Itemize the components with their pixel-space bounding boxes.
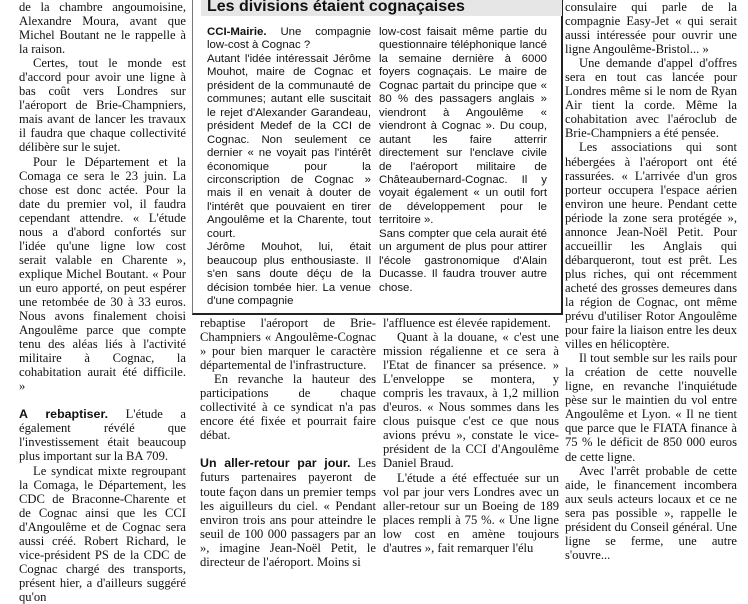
- sidebar-title: Les divisions étaient cognaçaises: [201, 0, 562, 16]
- sidebar-column-1: [207, 26, 371, 309]
- sidebar-column-2: [379, 26, 547, 295]
- subsection-paragraph: [200, 456, 376, 568]
- paragraph: L'étude a été effectuée sur un vol par jour vers Londres avec un aller-retour sur un Boeing de 189 places rempli à 75 %. « Une ligne low cost en amène toujours d'autres », fait remarquer l'élu: [383, 470, 559, 555]
- subsection-paragraph: [19, 407, 186, 463]
- paragraph: Le syndicat mixte regroupant la Comaga, le Département, les CDC de Braconne-Charente et de Cognac ainsi que les CCI d'Angoulême et de Cognac sera aussi créé. Robert Richard, le vice-président PS de la CDC de Cognac chargé des transports, présent hier, a d'ailleurs suggéré qu'on: [19, 463, 186, 604]
- sidebar-box: [192, 0, 563, 315]
- paragraph: Il tout semble sur les rails pour la création de cette nouvelle ligne, en revanche l'inquiétude pèse sur le maintien du vol entre Angoulême et Lyon. « Il ne tient que parce que le FIATA finance à 75 % le déficit de 850 000 euros de cette ligne.: [565, 351, 737, 464]
- paragraph-text: L'étude a également révélé que l'investissement était beaucoup plus important sur la BA 709.: [19, 407, 186, 464]
- paragraph: Avec l'arrêt probable de cette aide, le financement incombera aux seuls acteurs locaux et ce ne sera pas possible », rappelle le président du Conseil général. Une ligne se ferme, une autre s'ouvre...: [565, 463, 737, 562]
- sidebar-paragraph: low-cost faisait même partie du questionnaire téléphonique lancé la semaine dernière à 6000 foyers cognaçais. Le maire de Cognac partait du principe que « 80 % des passagers anglais » viendront à Angoulême « viendront à Cognac ». Du coup, autant les faire atterrir directement sur l'enclave civile de l'aéroport militaire de Châteaubernard-Cognac. Il y voyait également « un outil fort de développement pour le territoire ».: [379, 26, 547, 227]
- article-column-3: [383, 316, 559, 555]
- subheading: CCI-Mairie.: [207, 26, 267, 38]
- subheading: Un aller-retour par jour.: [200, 456, 351, 471]
- paragraph: l'affluence est élevée rapidement.: [383, 316, 551, 330]
- paragraph: consulaire qui parle de la compagnie Easy-Jet « qui serait aussi intéressée pour ouvrir une ligne Angoulême-Bristol... »: [565, 0, 737, 57]
- subheading: A rebaptiser.: [19, 407, 109, 422]
- article-column-4: [565, 0, 737, 562]
- article-column-2: [200, 316, 376, 569]
- article-column-1: [19, 0, 186, 604]
- paragraph: de la chambre angoumoisine, Alexandre Moura, avant que Michel Boutant ne le rappelle à la raison.: [19, 0, 186, 57]
- sidebar-paragraph: Sans compter que cela aurait été un argument de plus pour attirer l'école gastronomique d'Alain Ducasse. Il faudra trouver autre chose.: [379, 227, 547, 294]
- paragraph: rebaptise l'aéroport de Brie-Champniers « Angoulême-Cognac » pour bien marquer le caractère départemental de l'infrastructure.: [200, 316, 376, 373]
- paragraph: Pour le Département et la Comaga ce sera le 23 juin. La chose est donc actée. Pour la date du premier vol, il faudra cependant attendre. « L'étude nous a d'abord confortés sur l'idée qu'une ligne low cost serait valable en Charente », explique Michel Boutant. « Pour un euro apporté, on peut espérer une retombée de 30 à 33 euros. Nous avons finalement choisi Angoulême parce que compte tenu des aléas liés à l'activité militaire à Cognac, la cohabitation aurait été difficile. »: [19, 154, 186, 394]
- sidebar-paragraph: Autant l'idée intéressait Jérôme Mouhot, maire de Cognac et président de la communauté de communes; autant elle suscitait le rejet d'Alexander Garandeau, président Medef de la CCI de Cognac. Non seulement ce dernier « ne voyait pas l'intérêt économique pour la circonscription de Cognac » mais il en venait à douter de l'intérêt que pouvaient en tirer Angoulême et la Charente, tout court.: [207, 52, 371, 240]
- paragraph: Une demande d'appel d'offres sera en tout cas lancée pour Londres même si le nom de Ryan Air tient la corde. Même la cohabitation avec l'aéroclub de Brie-Champniers a été pensée.: [565, 56, 737, 141]
- sidebar-paragraph: [207, 26, 371, 53]
- paragraph: Certes, tout le monde est d'accord pour avoir une ligne à bas coût vers Londres sur l'aéroport de Brie-Champniers, mais avant de lancer les travaux il faudra que chaque collectivité délibère sur le sujet.: [19, 56, 186, 155]
- paragraph-text: Les futurs partenaires payeront de toute façon dans un premier temps les aiguilleurs du ciel. « Pendant environ trois ans pour atteindre le seuil de 100 000 passagers par an », imagine Jean-Noël Petit, le directeur de l'aéroport. Moins si: [200, 456, 376, 569]
- sidebar-paragraph: Jérôme Mouhot, lui, était beaucoup plus enthousiaste. Il s'en sans doute déçu de la décision tombée hier. La venue d'une compagnie: [207, 241, 371, 308]
- paragraph-text: Une compagnie low-cost à Cognac ?: [207, 26, 371, 52]
- paragraph: Les associations qui sont hébergées à l'aéroport ont été rassurées. « L'arrivée d'un gros porteur occupera l'espace aérien environ une heure. Pendant cette période la zone sera protégée », annonce Jean-Noël Petit. Pour accueillir les Anglais qui débarqueront, tout est prêt. Les plus riches, qui ont récemment acheté des grosses demeures dans la région de Cognac, ont même prévu d'utiliser Rotor Angoulême pour faire la liaison entre les deux villes en hélicoptère.: [565, 140, 737, 352]
- paragraph: En revanche la hauteur des participations de chaque collectivité à ce syndicat n'a pas encore été fixée et pourrait faire débat.: [200, 372, 376, 443]
- paragraph: Quant à la douane, « c'est une mission régalienne et ce sera à l'Etat de financer sa présence. » L'enveloppe se montera, y compris les travaux, à 1,2 million d'euros. « Nous sommes dans les clous puisque c'est ce que nous avions prévu », constate le vice-président de la CCI d'Angoulême Daniel Braud.: [383, 330, 559, 471]
